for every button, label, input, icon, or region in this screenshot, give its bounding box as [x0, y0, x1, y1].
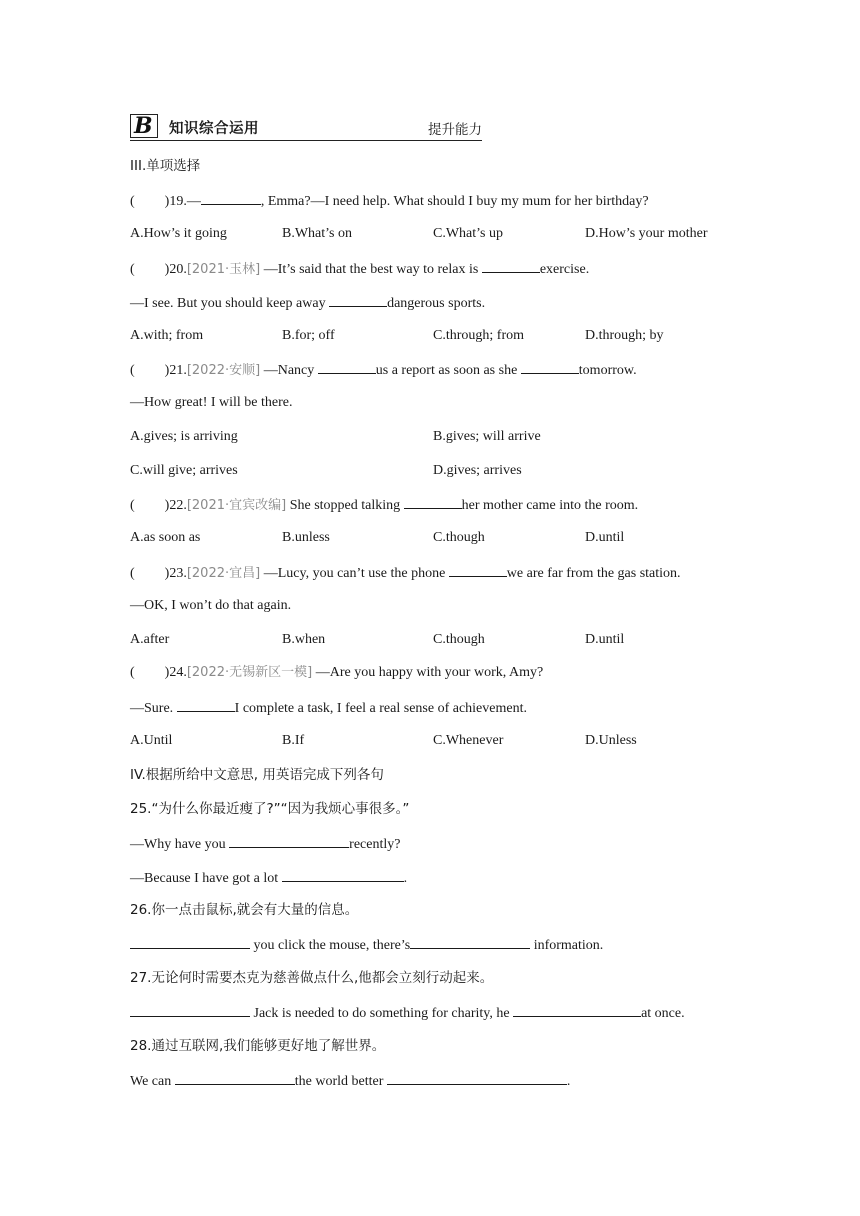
question-21-reply: —How great! I will be there.: [130, 395, 293, 410]
answer-blank[interactable]: [282, 868, 404, 882]
question-text: the world better: [294, 1074, 387, 1089]
option-c[interactable]: C.though: [433, 530, 485, 545]
answer-paren: (: [130, 262, 135, 277]
question-number: )21.: [164, 363, 187, 378]
option-d[interactable]: D.gives; arrives: [433, 463, 522, 478]
answer-blank[interactable]: [449, 563, 507, 577]
section-header: [130, 112, 482, 141]
answer-blank[interactable]: [201, 191, 261, 205]
question-27-prompt: 27.无论何时需要杰克为慈善做点什么,他都会立刻行动起来。: [130, 970, 494, 986]
answer-blank[interactable]: [175, 1071, 295, 1085]
question-25-prompt: 25.“为什么你最近瘦了?”“因为我烦心事很多。”: [130, 801, 410, 817]
answer-paren: (: [130, 498, 135, 513]
option-b[interactable]: B.If: [282, 733, 305, 748]
question-25-line-2: [130, 868, 407, 888]
question-20: [130, 259, 589, 279]
option-c[interactable]: C.What’s up: [433, 226, 503, 241]
answer-blank[interactable]: [130, 1003, 250, 1017]
option-b[interactable]: B.What’s on: [282, 226, 352, 241]
question-23-reply: —OK, I won’t do that again.: [130, 598, 292, 613]
question-text: —Lucy, you can’t use the phone: [260, 566, 449, 581]
option-c[interactable]: C.through; from: [433, 328, 524, 343]
section-b-badge: [130, 114, 158, 138]
question-27-line-1: [130, 1003, 685, 1023]
question-text: —Are you happy with your work, Amy?: [312, 665, 544, 680]
answer-blank[interactable]: [318, 360, 376, 374]
option-a[interactable]: A.as soon as: [130, 530, 201, 545]
question-text: you click the mouse, there’s: [250, 938, 411, 953]
question-text: dangerous sports.: [387, 296, 486, 311]
question-source: [2022·无锡新区一模]: [186, 665, 313, 680]
section-title: 知识综合运用: [169, 121, 259, 137]
option-c[interactable]: C.will give; arrives: [130, 463, 238, 478]
question-22: [130, 495, 638, 515]
question-text: —I see. But you should keep away: [130, 296, 330, 311]
question-number: )23.: [164, 566, 187, 581]
question-text: —Because I have got a lot: [130, 871, 282, 886]
question-source: [2021·宜宾改编]: [186, 498, 287, 513]
question-text: —It’s said that the best way to relax is: [260, 262, 482, 277]
answer-blank[interactable]: [410, 935, 530, 949]
question-26-line-1: [130, 935, 603, 955]
question-text: —Nancy: [260, 363, 318, 378]
question-text: We can: [130, 1074, 175, 1089]
question-24-reply: [130, 698, 527, 718]
question-text: recently?: [349, 837, 401, 852]
answer-blank[interactable]: [387, 1071, 567, 1085]
section-4-title: IV.根据所给中文意思, 用英语完成下列各句: [130, 767, 384, 783]
answer-paren: (: [130, 665, 135, 680]
question-number: )24.: [164, 665, 187, 680]
question-text: She stopped talking: [286, 498, 404, 513]
question-text: , Emma?—I need help. What should I buy my mum for her birthday?: [260, 194, 649, 209]
question-number: )20.: [164, 262, 187, 277]
option-a[interactable]: A.gives; is arriving: [130, 429, 238, 444]
answer-paren: (: [130, 194, 135, 209]
option-b[interactable]: B.when: [282, 632, 326, 647]
question-text: information.: [530, 938, 604, 953]
answer-paren: (: [130, 566, 135, 581]
option-a[interactable]: A.How’s it going: [130, 226, 227, 241]
question-19: [130, 191, 649, 211]
option-a[interactable]: A.after: [130, 632, 170, 647]
answer-blank[interactable]: [329, 293, 387, 307]
badge-letter: B: [134, 113, 153, 139]
question-26-prompt: 26.你一点击鼠标,就会有大量的信息。: [130, 902, 359, 918]
answer-blank[interactable]: [513, 1003, 641, 1017]
question-23: [130, 563, 681, 583]
question-text: Jack is needed to do something for charity, he: [250, 1006, 514, 1021]
question-text: her mother came into the room.: [461, 498, 639, 513]
question-21: [130, 360, 637, 380]
option-c[interactable]: C.Whenever: [433, 733, 504, 748]
question-25-line-1: [130, 834, 400, 854]
question-source: [2022·宜昌]: [186, 566, 261, 581]
question-text: exercise.: [539, 262, 590, 277]
section-level-label: 提升能力: [428, 122, 482, 138]
question-text: at once.: [641, 1006, 685, 1021]
question-text: .: [566, 1074, 571, 1089]
question-text: —Sure.: [130, 701, 177, 716]
option-a[interactable]: A.with; from: [130, 328, 204, 343]
option-a[interactable]: A.Until: [130, 733, 173, 748]
question-number: )19.—: [164, 194, 201, 209]
option-c[interactable]: C.though: [433, 632, 485, 647]
answer-blank[interactable]: [482, 259, 540, 273]
question-source: [2022·安顺]: [186, 363, 261, 378]
answer-blank[interactable]: [229, 834, 349, 848]
answer-blank[interactable]: [130, 935, 250, 949]
question-24: [130, 664, 543, 682]
question-number: )22.: [164, 498, 187, 513]
answer-blank[interactable]: [521, 360, 579, 374]
question-text: us a report as soon as she: [375, 363, 521, 378]
answer-paren: (: [130, 363, 135, 378]
option-b[interactable]: B.gives; will arrive: [433, 429, 541, 444]
question-text: —Why have you: [130, 837, 230, 852]
section-3-title: III.单项选择: [130, 158, 201, 174]
question-text: tomorrow.: [578, 363, 637, 378]
question-source: [2021·玉林]: [186, 262, 261, 277]
option-b[interactable]: B.for; off: [282, 328, 335, 343]
option-b[interactable]: B.unless: [282, 530, 330, 545]
option-d[interactable]: D.through; by: [585, 328, 664, 343]
option-d[interactable]: D.How’s your mother: [585, 226, 708, 241]
question-28-line-1: [130, 1071, 570, 1091]
option-d[interactable]: D.until: [585, 530, 625, 545]
answer-blank[interactable]: [404, 495, 462, 509]
option-d[interactable]: D.until: [585, 632, 625, 647]
question-text: we are far from the gas station.: [506, 566, 681, 581]
answer-blank[interactable]: [177, 698, 235, 712]
question-28-prompt: 28.通过互联网,我们能够更好地了解世界。: [130, 1038, 386, 1054]
option-d[interactable]: D.Unless: [585, 733, 637, 748]
question-text: .: [403, 871, 408, 886]
question-text: I complete a task, I feel a real sense of achievement.: [234, 701, 527, 716]
question-20-reply: [130, 293, 485, 313]
